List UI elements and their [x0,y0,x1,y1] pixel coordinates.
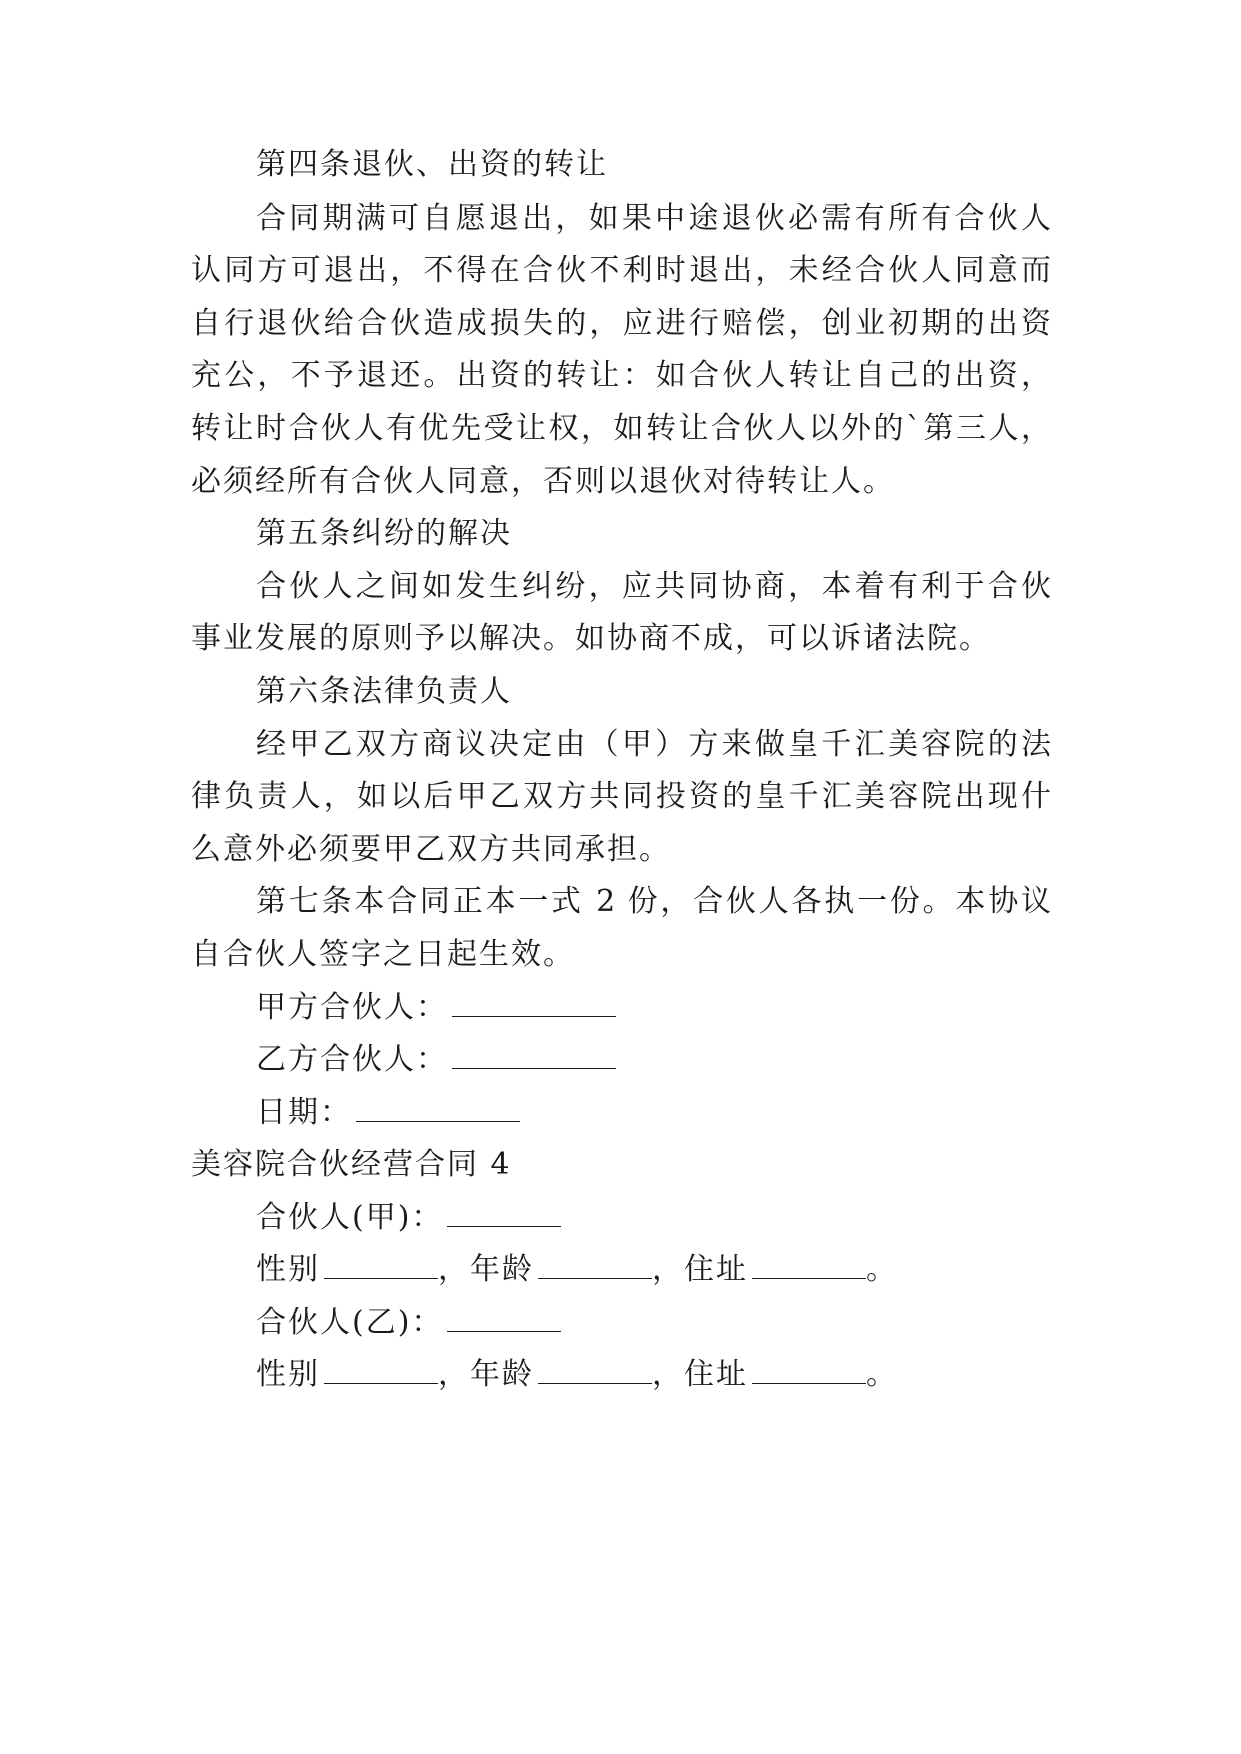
end-mark: 。 [866,1252,898,1287]
article-4-line-2: 认同方可退出，不得在合伙不利时退出，未经合伙人同意而 [191,253,1051,288]
age-label: ，年龄 [438,1357,534,1392]
article-4-line-4: 充公，不予退还。出资的转让：如合伙人转让自己的出资， [191,358,1051,393]
party-b-label: 乙方合伙人： [256,1042,448,1077]
party-a-blank [452,992,616,1017]
partner-a-label: 合伙人(甲)： [256,1200,444,1235]
party-a-signature-line [256,990,616,1026]
end-mark: 。 [866,1357,898,1392]
article-4-line-5: 转让时合伙人有优先受让权，如转让合伙人以外的`第三人， [191,411,1051,446]
gender-blank [324,1359,438,1384]
address-blank [752,1359,866,1384]
party-b-signature-line [256,1042,616,1078]
gender-label: 性别 [256,1357,320,1392]
address-label: ，住址 [652,1252,748,1287]
date-line [256,1095,520,1131]
article-4-line-1: 合同期满可自愿退出，如果中途退伙必需有所有合伙人 [256,201,1051,236]
article-6-line-1: 经甲乙双方商议决定由（甲）方来做皇千汇美容院的法 [256,727,1051,762]
address-blank [752,1254,866,1279]
party-b-blank [452,1044,616,1069]
partner-a-details-line [256,1252,898,1288]
article-6-line-3: 么意外必须要甲乙双方共同承担。 [191,832,671,867]
gender-label: 性别 [256,1252,320,1287]
date-blank [356,1097,520,1122]
article-7-line-1: 第七条本合同正本一式 2 份，合伙人各执一份。本协议 [256,884,1051,919]
age-blank [538,1359,652,1384]
age-label: ，年龄 [438,1252,534,1287]
article-7-line-2: 自合伙人签字之日起生效。 [191,937,575,972]
gender-blank [324,1254,438,1279]
partner-a-line [256,1200,561,1236]
article-4-heading: 第四条退伙、出资的转让 [256,147,608,182]
article-6-line-2: 律负责人，如以后甲乙双方共同投资的皇千汇美容院出现什 [191,779,1051,814]
next-contract-title: 美容院合伙经营合同 4 [191,1147,512,1182]
date-label: 日期： [256,1095,352,1130]
partner-b-line [256,1305,561,1341]
address-label: ，住址 [652,1357,748,1392]
partner-b-details-line [256,1357,898,1393]
article-6-heading: 第六条法律负责人 [256,674,512,709]
party-a-label: 甲方合伙人： [256,990,448,1025]
article-5-heading: 第五条纠纷的解决 [256,516,512,551]
article-4-line-6: 必须经所有合伙人同意，否则以退伙对待转让人。 [191,464,895,499]
age-blank [538,1254,652,1279]
article-4-line-3: 自行退伙给合伙造成损失的，应进行赔偿，创业初期的出资 [191,306,1051,341]
partner-b-blank [447,1307,561,1332]
article-5-line-2: 事业发展的原则予以解决。如协商不成，可以诉诸法院。 [191,621,991,656]
partner-b-label: 合伙人(乙)： [256,1305,444,1340]
partner-a-blank [447,1202,561,1227]
article-5-line-1: 合伙人之间如发生纠纷，应共同协商，本着有利于合伙 [256,569,1051,604]
